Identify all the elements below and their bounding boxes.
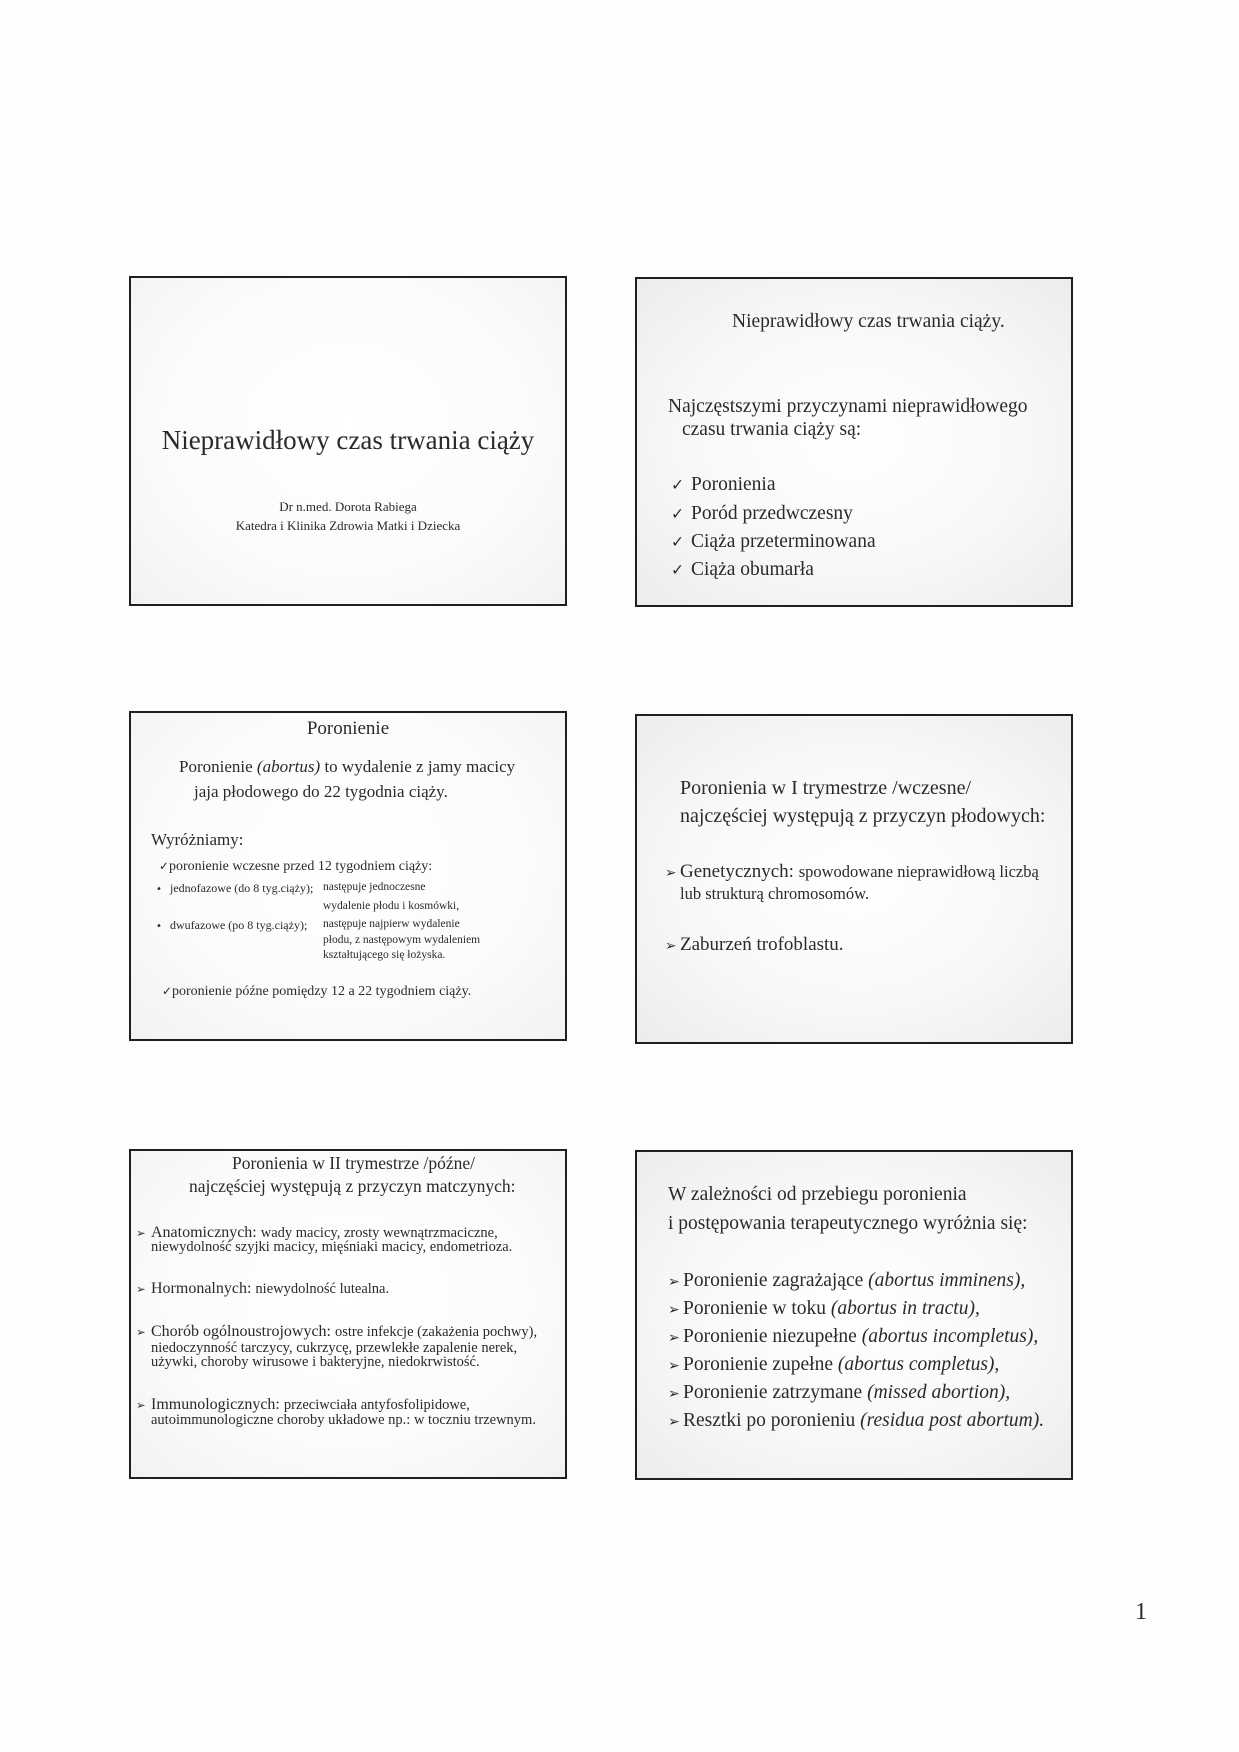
slide-1 — [129, 276, 567, 606]
abortion-type-name: Poronienie zatrzymane — [683, 1382, 863, 1403]
arrow-bullet-icon: ➢ — [668, 1274, 680, 1290]
abortion-type-item — [668, 1269, 1025, 1292]
cause-detail-line: autoimmunologiczne choroby układowe np.: w toczniu trzewnym. — [151, 1412, 536, 1428]
late-abortion-item — [162, 984, 471, 1001]
check-icon: ✓ — [671, 561, 685, 579]
early-abortion-item — [159, 859, 432, 876]
cause-label: Hormonalnych: — [151, 1280, 252, 1297]
distinguish-label: Wyróżniamy: — [151, 830, 244, 849]
cause-detail-line: lub strukturą chromosomów. — [680, 884, 870, 903]
definition-line — [179, 757, 515, 777]
cause-detail: spowodowane nieprawidłową liczbą — [798, 862, 1039, 881]
subtype-term — [156, 881, 313, 896]
slide-title: Nieprawidłowy czas trwania ciąży — [161, 425, 535, 455]
list-item — [671, 530, 876, 553]
abortion-type-item — [668, 1297, 980, 1320]
abortion-type-latin: (abortus imminens), — [868, 1270, 1026, 1291]
subtype-description-line: wydalenie płodu i kosmówki, — [323, 900, 460, 912]
slide-heading-line: Poronienia w II trymestrze /późne/ — [232, 1153, 475, 1173]
slide-heading-line: najczęściej występują z przyczyn płodowych: — [680, 805, 1046, 827]
slide-2 — [635, 277, 1073, 607]
check-icon: ✓ — [162, 984, 172, 998]
abortion-type-latin: (abortus completus), — [837, 1354, 1000, 1375]
arrow-bullet-icon: ➢ — [136, 1325, 146, 1339]
definition-text: to wydalenie z jamy macicy — [324, 757, 516, 776]
intro-line: Najczęstszymi przyczynami nieprawidłowego — [668, 396, 1028, 417]
abortion-type-item — [668, 1381, 1010, 1404]
slide-heading-line: W zależności od przebiegu poronienia — [668, 1184, 967, 1205]
list-item-label: Ciąża obumarła — [691, 559, 814, 580]
check-icon: ✓ — [671, 476, 685, 494]
list-item — [671, 502, 853, 525]
slide-heading-line: Poronienia w I trymestrze /wczesne/ — [680, 777, 972, 799]
cause-detail: ostre infekcje (zakażenia pochwy), — [335, 1324, 538, 1340]
list-item — [671, 473, 775, 496]
slide-heading-line: i postępowania terapeutycznego wyróżnia się: — [668, 1213, 1028, 1234]
subtype-term-text: dwufazowe (po 8 tyg.ciąży); — [170, 918, 308, 932]
arrow-bullet-icon: ➢ — [668, 1386, 680, 1402]
abortion-type-latin: (residua post abortum). — [860, 1410, 1045, 1431]
arrow-bullet-icon: ➢ — [668, 1330, 680, 1346]
author-affiliation: Katedra i Klinika Zdrowia Matki i Dziecka — [235, 518, 461, 533]
late-abortion-text: poronienie późne pomiędzy 12 a 22 tygodniem ciąży. — [171, 984, 472, 999]
subtype-description-line: płodu, z następowym wydaleniem — [323, 934, 481, 946]
cause-label: Anatomicznych: — [151, 1224, 257, 1241]
abortion-type-name: Resztki po poronieniu — [683, 1410, 856, 1431]
page-number: 1 — [1135, 1599, 1147, 1625]
definition-latin: (abortus) — [256, 757, 321, 776]
list-item — [671, 558, 814, 581]
cause-label: Zaburzeń trofoblastu. — [680, 934, 844, 955]
cause-item — [665, 934, 844, 957]
abortion-type-name: Poronienie w toku — [683, 1298, 826, 1319]
slide-3 — [129, 711, 567, 1041]
cause-label: Chorób ogólnoustrojowych: — [151, 1323, 331, 1340]
list-item-label: Poród przedwczesny — [691, 503, 853, 524]
slide-heading-line: najczęściej występują z przyczyn matczynych: — [189, 1176, 516, 1196]
abortion-type-latin: (abortus in tractu), — [830, 1298, 980, 1319]
slide-6 — [635, 1150, 1073, 1480]
check-icon: ✓ — [159, 859, 169, 873]
abortion-type-latin: (missed abortion), — [867, 1382, 1011, 1403]
list-item-label: Ciąża przeterminowana — [691, 531, 876, 552]
slide-5 — [129, 1149, 567, 1479]
arrow-bullet-icon: ➢ — [668, 1358, 680, 1374]
abortion-type-latin: (abortus incompletus), — [861, 1326, 1039, 1347]
cause-item — [665, 861, 1039, 884]
subtype-description-line: następuje najpierw wydalenie — [323, 918, 460, 930]
slide-title: Nieprawidłowy czas trwania ciąży. — [732, 311, 1005, 332]
abortion-type-item — [668, 1409, 1044, 1432]
check-icon: ✓ — [671, 533, 685, 551]
subtype-description-line: następuje jednoczesne — [323, 881, 426, 893]
definition-line: jaja płodowego do 22 tygodnia ciąży. — [194, 782, 448, 801]
cause-label: Immunologicznych: — [151, 1396, 280, 1413]
early-abortion-text: poronienie wczesne przed 12 tygodniem ciąży: — [168, 859, 433, 874]
intro-line: czasu trwania ciąży są: — [682, 419, 862, 440]
arrow-bullet-icon: ➢ — [665, 865, 677, 881]
cause-label: Genetycznych: — [680, 861, 794, 882]
cause-item — [136, 1279, 389, 1298]
abortion-type-item — [668, 1353, 999, 1376]
list-item-label: Poronienia — [691, 474, 776, 495]
abortion-type-name: Poronienie niezupełne — [683, 1326, 857, 1347]
cause-detail: niewydolność lutealna. — [255, 1281, 390, 1297]
subtype-term — [156, 918, 307, 933]
slide-title: Poronienie — [306, 718, 390, 739]
arrow-bullet-icon: ➢ — [136, 1398, 146, 1412]
slide-4 — [635, 714, 1073, 1044]
arrow-bullet-icon: ➢ — [136, 1226, 146, 1240]
cause-item — [136, 1322, 537, 1341]
subtype-description-line: kształtującego się łożyska. — [323, 949, 446, 961]
cause-detail: wady macicy, zrosty wewnątrzmaciczne, — [260, 1225, 498, 1241]
arrow-bullet-icon: ➢ — [136, 1282, 146, 1296]
definition-term: Poronienie — [179, 757, 253, 776]
subtype-term-text: jednofazowe (do 8 tyg.ciąży); — [170, 881, 314, 895]
arrow-bullet-icon: ➢ — [668, 1414, 680, 1430]
abortion-type-item — [668, 1325, 1038, 1348]
author-name: Dr n.med. Dorota Rabiega — [279, 499, 417, 514]
arrow-bullet-icon: ➢ — [668, 1302, 680, 1318]
abortion-type-name: Poronienie zagrażające — [683, 1270, 864, 1291]
cause-detail-line: używki, choroby wirusowe i bakteryjne, niedokrwistość. — [151, 1354, 480, 1370]
check-icon: ✓ — [671, 505, 685, 523]
arrow-bullet-icon: ➢ — [665, 938, 677, 954]
bullet-dot-icon: • — [156, 884, 162, 895]
bullet-dot-icon: • — [156, 921, 162, 932]
abortion-type-name: Poronienie zupełne — [683, 1354, 833, 1375]
cause-detail: przeciwciała antyfosfolipidowe, — [283, 1397, 470, 1413]
cause-detail-line: niedoczynność tarczycy, cukrzycę, przewlekłe zapalenie nerek, — [151, 1340, 518, 1356]
cause-detail-line: niewydolność szyjki macicy, mięśniaki macicy, endometrioza. — [151, 1239, 513, 1255]
